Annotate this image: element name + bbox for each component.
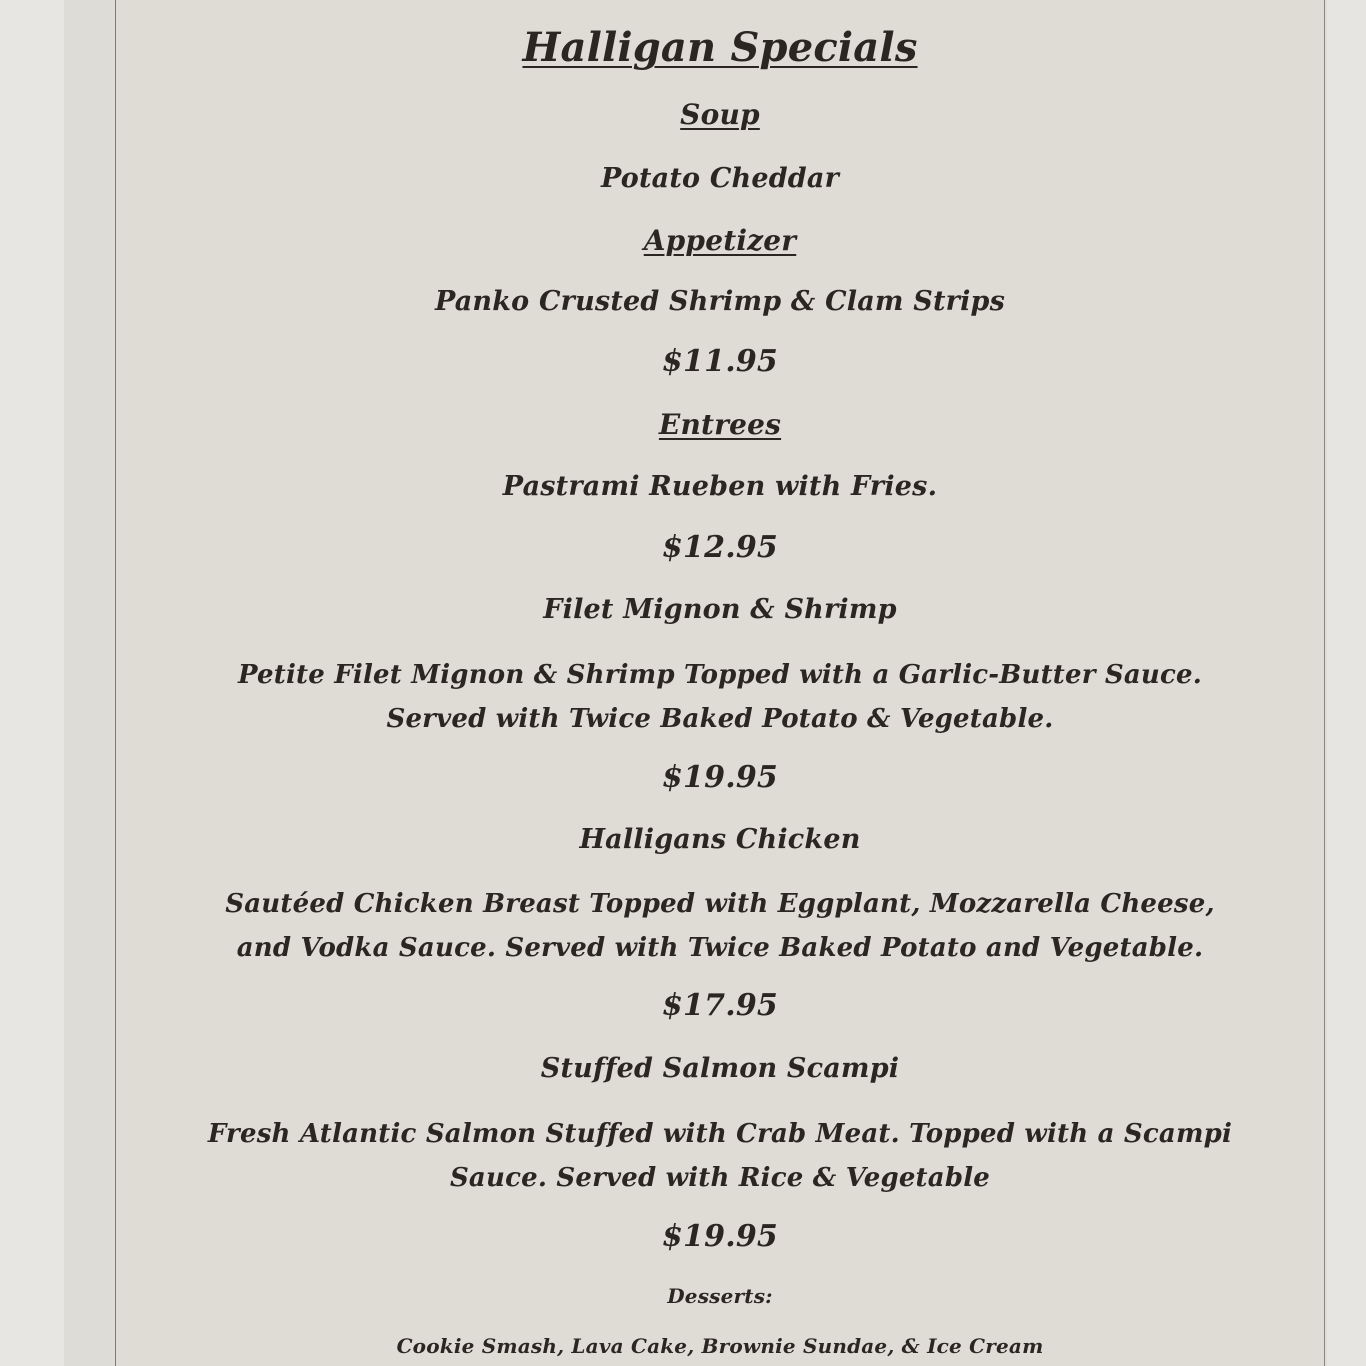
entree-description: Petite Filet Mignon & Shrimp Topped with a Garlic-Butter Sauce. Served with Twice Baked Potato & Vegetable. — [237, 660, 1203, 734]
desserts-heading: Desserts: — [667, 1284, 773, 1308]
right-margin — [1327, 0, 1366, 1366]
entree-name: Filet Mignon & Shrimp — [543, 594, 897, 625]
soup-heading: Soup — [680, 98, 760, 131]
appetizer-item: Panko Crusted Shrimp & Clam Strips — [434, 286, 1006, 317]
appetizer-price: $11.95 — [661, 344, 778, 379]
desserts-list: Cookie Smash, Lava Cake, Brownie Sundae, & Ice Cream — [396, 1334, 1044, 1358]
entree-description: Sautéed Chicken Breast Topped with Eggplant, Mozzarella Cheese, and Vodka Sauce. Served with Twice Baked Potato and Vegetable. — [225, 889, 1215, 963]
entree-name: Halligans Chicken — [579, 824, 861, 855]
page-title: Halligan Specials — [522, 24, 918, 71]
entree-price: $12.95 — [661, 530, 778, 565]
entree-price: $19.95 — [661, 1219, 778, 1254]
entree-price: $19.95 — [661, 760, 778, 795]
left-margin — [0, 0, 64, 1366]
entree-description: Fresh Atlantic Salmon Stuffed with Crab Meat. Topped with a Scampi Sauce. Served with Rice & Vegetable — [207, 1119, 1233, 1193]
soup-item: Potato Cheddar — [600, 163, 839, 194]
entree-price: $17.95 — [661, 988, 778, 1023]
appetizer-heading: Appetizer — [643, 224, 797, 257]
entree-name: Stuffed Salmon Scampi — [540, 1053, 900, 1084]
entrees-heading: Entrees — [658, 408, 782, 441]
entree-name: Pastrami Rueben with Fries. — [502, 471, 938, 502]
menu-page — [115, 0, 1325, 1366]
